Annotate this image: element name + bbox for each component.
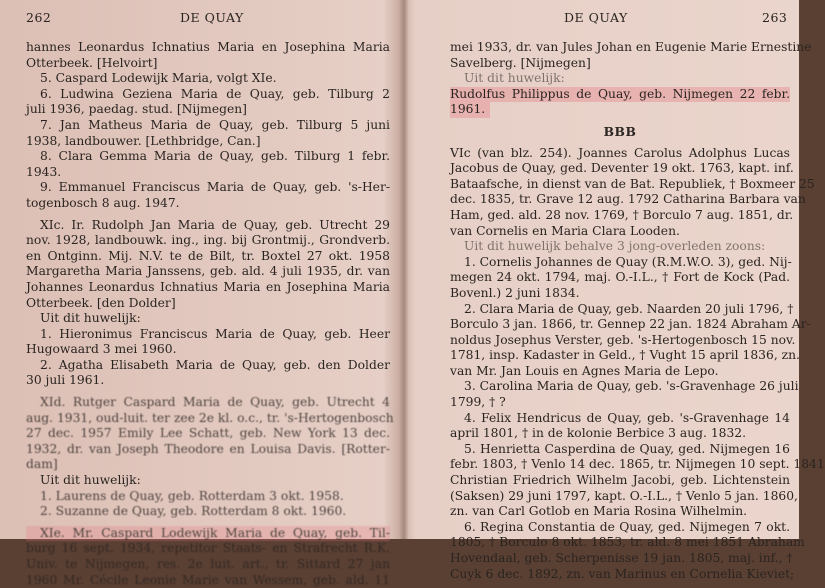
text-line: en Ontginn. Mij. N.V. te de Bilt, tr. Boxtel 27 okt. 1958	[26, 248, 390, 263]
left-text-block	[26, 40, 394, 588]
text-line: Otterbeek. [den Dolder]	[26, 295, 176, 310]
text-line: Bovenl.) 2 juni 1834.	[450, 285, 580, 300]
text-line: Rudolfus Philippus de Quay, geb. Nijmegen 22 febr.	[450, 86, 790, 101]
text-line: 6. Ludwina Geziena Maria de Quay, geb. Tilburg 2	[40, 86, 390, 101]
text-line: april 1801, † in de kolonie Berbice 3 aug. 1832.	[450, 426, 747, 441]
text-line: 1781, insp. Kadaster in Geld., † Vught 15 april 1836, zn.	[450, 348, 800, 363]
text-line: 1960 Mr. Cécile Leonie Marie van Wessem, geb. ald. 11	[26, 572, 390, 587]
text-line: 2. Suzanne de Quay, geb. Rotterdam 8 okt. 1960.	[40, 504, 347, 519]
right-page	[404, 0, 825, 581]
text-line: 2. Agatha Elisabeth Maria de Quay, geb. den Dolder	[40, 357, 390, 372]
text-line: 1961.	[450, 102, 490, 118]
text-line: 5. Henrietta Casperdina de Quay, ged. Nijmegen 16	[464, 441, 790, 456]
text-line: 1805, † Borculo 8 okt. 1853, tr. ald. 8 mei 1851 Abraham	[450, 535, 805, 550]
text-line: 1. Laurens de Quay, geb. Rotterdam 3 okt. 1958.	[40, 488, 344, 503]
text-line: 27 dec. 1957 Emily Lee Schatt, geb. New York 13 dec.	[26, 426, 390, 441]
text-line: Bataafsche, in dienst van de Bat. Republiek, † Boxmeer 25	[450, 176, 815, 191]
text-line: 1943.	[26, 164, 62, 179]
text-line: 5. Caspard Lodewijk Maria, volgt XIe.	[40, 71, 277, 86]
text-line: van Cornelis en Maria Clara Looden.	[450, 223, 680, 238]
right-text-block	[450, 40, 825, 582]
text-line: Uit dit huwelijk:	[464, 71, 565, 86]
text-line: (Saksen) 29 juni 1797, kapt. O.-I.L., † Venlo 5 jan. 1860,	[450, 488, 798, 503]
text-line: XIc. Ir. Rudolph Jan Maria de Quay, geb. Utrecht 29	[40, 217, 390, 232]
text-line: Hugowaard 3 mei 1960.	[26, 342, 177, 357]
text-line: Christian Friedrich Wilhelm Jacobi, geb. Lichtenstein	[450, 473, 790, 488]
text-line: Hovendaal, geb. Scherpenisse 19 jan. 1805, maj. inf., †	[450, 551, 793, 565]
text-line: XIe. Mr. Caspard Lodewijk Maria de Quay, geb. Til-	[26, 526, 390, 542]
text-line: 1932, dr. van Joseph Theodore en Louisa Davis. [Rotter-	[26, 441, 390, 456]
text-line: 8. Clara Gemma Maria de Quay, geb. Tilburg 1 febr.	[40, 149, 390, 164]
text-line: 1. Cornelis Johannes de Quay (R.M.W.O. 3), ged. Nij-	[464, 254, 792, 269]
text-line: burg 16 sept. 1934, repetitor Staats- en Strafrecht R.K.	[26, 541, 390, 556]
text-line: togenbosch 8 aug. 1947.	[26, 195, 180, 210]
text-line: juli 1936, paedag. stud. [Nijmegen]	[26, 102, 247, 117]
text-line: Jacobus de Quay, ged. Deventer 19 okt. 1763, kapt. inf.	[450, 161, 794, 176]
text-line: 1. Hieronimus Franciscus Maria de Quay, geb. Heer	[40, 326, 390, 341]
text-line: Ham, ged. ald. 28 nov. 1769, † Borculo 7 aug. 1851, dr.	[450, 207, 794, 222]
text-line: 4. Felix Hendricus de Quay, geb. 's-Gravenhage 14	[464, 410, 790, 425]
section-heading: BBB	[603, 123, 637, 139]
text-line: Uit dit huwelijk:	[40, 311, 141, 326]
text-line: 30 juli 1961.	[26, 373, 105, 388]
left-page-number: 262	[26, 10, 52, 25]
text-line: Uit dit huwelijk behalve 3 jong-overleden zoons:	[464, 239, 766, 254]
text-line: Otterbeek. [Helvoirt]	[26, 55, 158, 70]
text-line: Johannes Leonardus Ichnatius Maria en Josephina Maria	[26, 279, 390, 294]
text-line: noldus Josephus Verster, geb. 's-Hertogenbosch 15 nov.	[450, 332, 796, 347]
text-line: dec. 1835, tr. Grave 12 aug. 1792 Catharina Barbara van	[450, 192, 806, 207]
text-line: 9. Emmanuel Franciscus Maria de Quay, geb. 's-Her-	[40, 180, 390, 195]
text-line: 1799, † ?	[450, 395, 506, 410]
text-line: hannes Leonardus Ichnatius Maria en Josephina Maria	[26, 40, 390, 54]
text-line: Univ. te Nijmegen, res. 2e luit. art., tr. Sittard 27 jan	[26, 557, 390, 571]
right-running-head: DE QUAY	[564, 10, 628, 25]
text-line: aug. 1931, oud-luit. ter zee 2e kl. o.c., tr. 's-Hertogenbosch	[26, 410, 394, 425]
text-line: VIc (van blz. 254). Joannes Carolus Adolphus Lucas	[450, 145, 790, 160]
text-line: Uit dit huwelijk:	[40, 473, 141, 488]
text-line: 6. Regina Constantia de Quay, ged. Nijmegen 7 okt.	[464, 519, 790, 534]
text-line: Savelberg. [Nijmegen]	[450, 55, 591, 70]
text-line: Margaretha Maria Janssens, geb. ald. 4 juli 1935, dr. van	[26, 264, 390, 279]
right-page-number: 263	[762, 10, 788, 25]
text-line: Borculo 3 jan. 1866, tr. Gennep 22 jan. 1824 Abraham Ar-	[450, 317, 811, 332]
text-line: zn. van Carl Gotlob en Maria Rosina Wilhelmin.	[450, 504, 748, 519]
text-line: 7. Jan Matheus Maria de Quay, geb. Tilburg 5 juni	[40, 117, 390, 132]
text-line: mei 1933, dr. van Jules Johan en Eugenie Marie Ernestine	[450, 40, 812, 54]
text-line: nov. 1928, landbouwk. ing., ing. bij Grontmij., Grondverb.	[26, 233, 390, 248]
text-line: dam]	[26, 457, 58, 472]
text-line: megen 24 okt. 1794, maj. O.-I.L., † Fort de Kock (Pad.	[450, 270, 790, 285]
text-line: 1938, landbouwer. [Lethbridge, Can.]	[26, 133, 261, 148]
text-line: febr. 1803, † Venlo 14 dec. 1865, tr. Nijmegen 10 sept. 1841	[450, 457, 825, 472]
text-line: van Mr. Jan Louis en Agnes Maria de Lepo.	[450, 363, 719, 378]
text-line: XId. Rutger Caspard Maria de Quay, geb. Utrecht 4	[40, 395, 390, 410]
text-line: 2. Clara Maria de Quay, geb. Naarden 20 juli 1796, †	[464, 301, 794, 316]
text-line: 3. Carolina Maria de Quay, geb. 's-Gravenhage 26 juli	[464, 379, 799, 394]
text-line: Cuyk 6 dec. 1892, zn. van Marinus en Cornelia Kieviet;	[450, 566, 795, 581]
left-running-head: DE QUAY	[180, 10, 244, 25]
left-page	[0, 0, 404, 587]
